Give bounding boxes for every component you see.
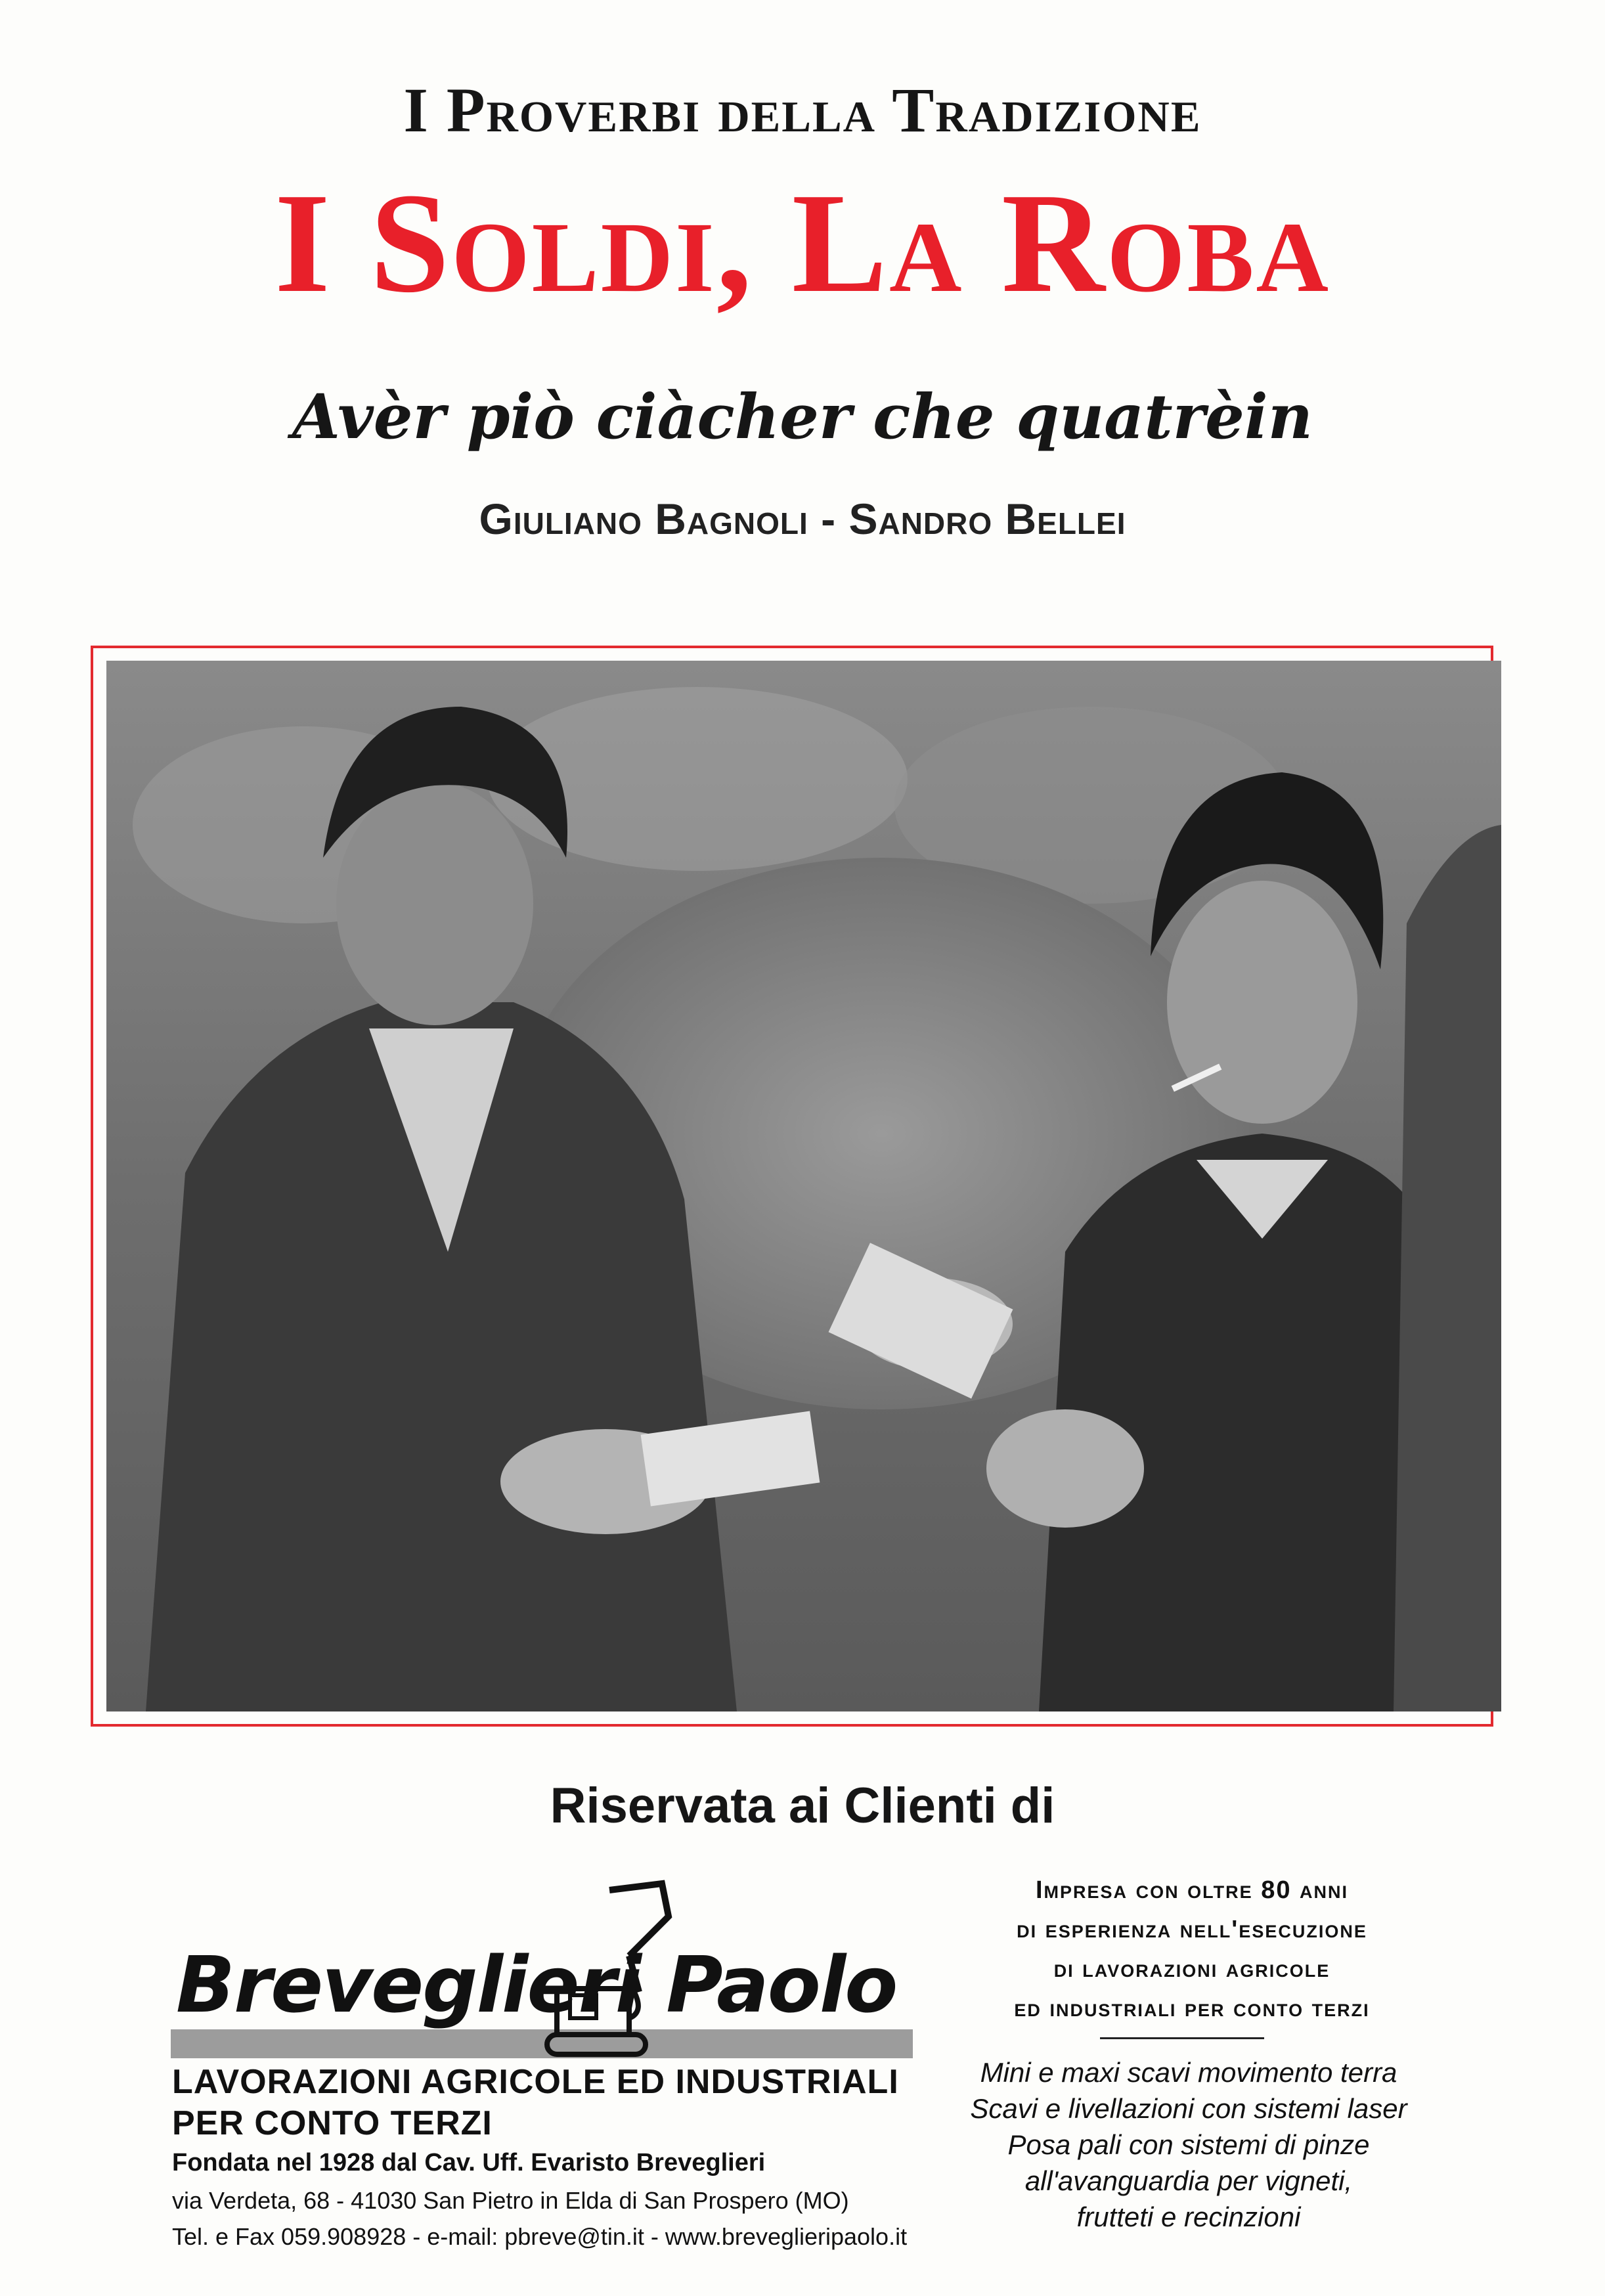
experience-line: Impresa con oltre 80 anni (1035, 1876, 1349, 1904)
service-line: Posa pali con sistemi di pinze (1007, 2129, 1370, 2160)
company-logo (163, 1877, 918, 2094)
book-title: I Soldi, La Roba (274, 164, 1331, 322)
company-founded: Fondata nel 1928 dal Cav. Uff. Evaristo Breveglieri (172, 2149, 766, 2176)
experience-line: ed industriali per conto terzi (1014, 1995, 1370, 2022)
cover-photo (106, 661, 1501, 1711)
service-line: all'avanguardia per vigneti, (1024, 2165, 1353, 2196)
service-line: Mini e maxi scavi movimento terra (980, 2057, 1397, 2088)
divider (1100, 2037, 1264, 2039)
company-experience-block (939, 1870, 1445, 2028)
reserved-for-clients: Riservata ai Clienti di (550, 1778, 1055, 1834)
logo-wordmark: Breveglieri Paolo (176, 1939, 897, 2030)
experience-line: di lavorazioni agricole (1053, 1955, 1330, 1983)
company-activity-line2: PER CONTO TERZI (172, 2104, 493, 2142)
company-activity-line1: LAVORAZIONI AGRICOLE ED INDUSTRIALI (172, 2063, 899, 2101)
services-block (906, 2054, 1471, 2235)
market-photo-image (106, 661, 1501, 1711)
book-authors: Giuliano Bagnoli - Sandro Bellei (479, 495, 1126, 543)
company-address: via Verdeta, 68 - 41030 San Pietro in Elda di San Prospero (MO) (172, 2187, 849, 2214)
experience-line: di esperienza nell'esecuzione (1017, 1916, 1367, 1943)
service-line: Scavi e livellazioni con sistemi laser (970, 2093, 1407, 2124)
series-title: I Proverbi della Tradizione (403, 75, 1202, 145)
book-subtitle: Avèr piò ciàcher che quatrèin (292, 381, 1313, 453)
service-line: frutteti e recinzioni (1076, 2201, 1301, 2232)
company-contacts: Tel. e Fax 059.908928 - e-mail: pbreve@tin.it - www.breveglieripaolo.it (172, 2223, 908, 2250)
